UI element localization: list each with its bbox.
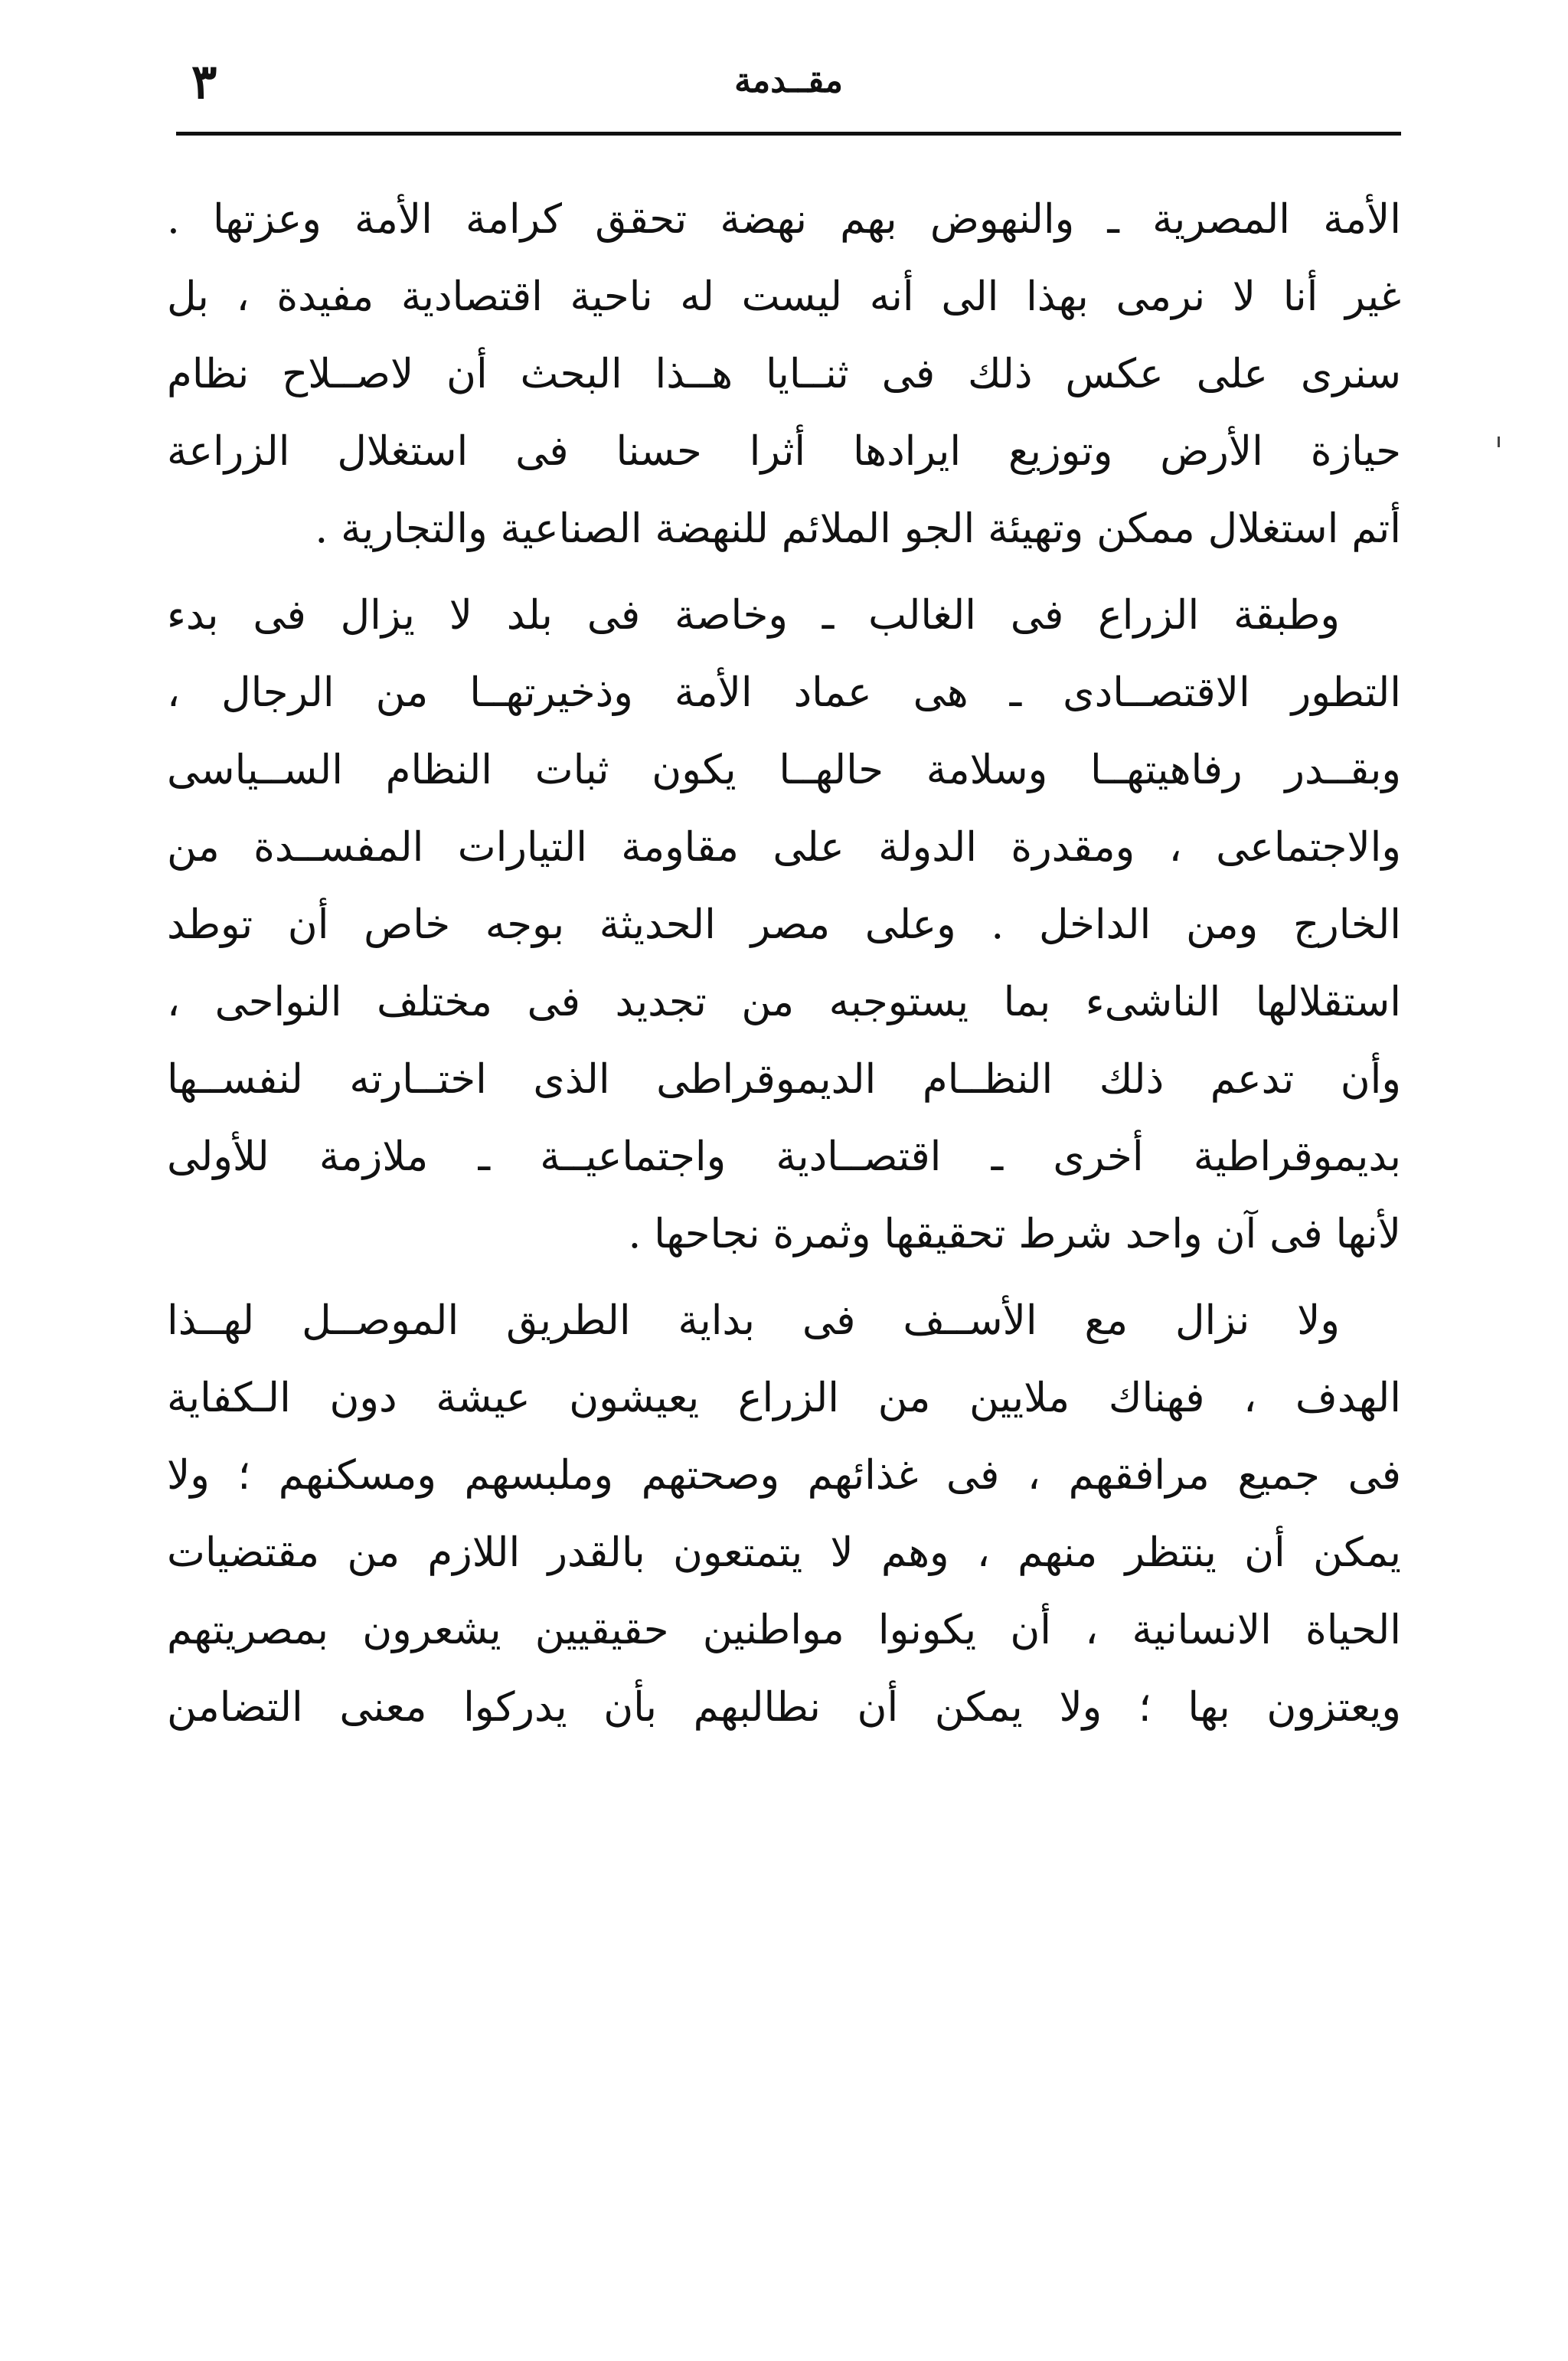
text-line: بديموقراطية أخرى ـ اقتصــادية واجتماعيــة ـ ملازمة للأولى	[167, 1133, 1401, 1180]
text-line: أتم استغلال ممكن وتهيئة الجو الملائم للنهضة الصناعية والتجارية .	[315, 505, 1401, 552]
text-line: الخارج ومن الداخل . وعلى مصر الحديثة بوجه خاص أن توطد	[167, 901, 1401, 948]
running-header	[176, 31, 1401, 130]
scan-speck	[1498, 437, 1500, 447]
text-line: ولا نزال مع الأســف فى بداية الطريق الموصــل لهــذا	[167, 1297, 1340, 1344]
paragraph-gap	[167, 1273, 1401, 1282]
text-line: وطبقة الزراع فى الغالب ـ وخاصة فى بلد لا يزال فى بدء	[167, 592, 1340, 639]
paragraph-gap	[167, 567, 1401, 577]
text-line: وأن تدعم ذلك النظــام الديموقراطى الذى اختــارته لنفســها	[167, 1056, 1401, 1103]
text-line: والاجتماعى ، ومقدرة الدولة على مقاومة التيارات المفســدة من	[167, 824, 1401, 871]
header-rule	[176, 132, 1401, 136]
text-line: يمكن أن ينتظر منهم ، وهم لا يتمتعون بالقدر اللازم من مقتضيات	[167, 1529, 1401, 1576]
text-line: سنرى على عكس ذلك فى ثنــايا هــذا البحث أن لاصــلاح نظام	[167, 351, 1401, 397]
body-text	[167, 181, 1401, 1746]
text-line: فى جميع مرافقهم ، فى غذائهم وصحتهم وملبسهم ومسكنهم ؛ ولا	[167, 1452, 1401, 1499]
text-line: لأنها فى آن واحد شرط تحقيقها وثمرة نجاحها .	[628, 1211, 1401, 1257]
text-line: ويعتزون بها ؛ ولا يمكن أن نطالبهم بأن يدركوا معنى التضامن	[167, 1684, 1401, 1731]
text-line: التطور الاقتصــادى ـ هى عماد الأمة وذخيرتهــا من الرجال ،	[167, 669, 1401, 716]
text-line: استقلالها الناشىء بما يستوجبه من تجديد فى مختلف النواحى ،	[167, 979, 1401, 1025]
text-line: حيازة الأرض وتوزيع ايرادها أثرا حسنا فى استغلال الزراعة	[167, 428, 1401, 475]
text-line: الهدف ، فهناك ملايين من الزراع يعيشون عيشة دون الـكفاية	[167, 1375, 1401, 1421]
text-line: غير أنا لا نرمى بهذا الى أنه ليست له ناحية اقتصادية مفيدة ، بل	[167, 273, 1401, 320]
chapter-title: مقــدمة	[734, 61, 843, 100]
text-line: الحياة الانسانية ، أن يكونوا مواطنين حقيقيين يشعرون بمصريتهم	[167, 1607, 1401, 1653]
text-line: الأمة المصرية ـ والنهوض بهم نهضة تحقق كرامة الأمة وعزتها .	[167, 196, 1401, 243]
text-line: وبقــدر رفاهيتهــا وسلامة حالهــا يكون ثبات النظام الســياسى	[167, 747, 1401, 793]
page-number: ٣	[191, 54, 217, 110]
